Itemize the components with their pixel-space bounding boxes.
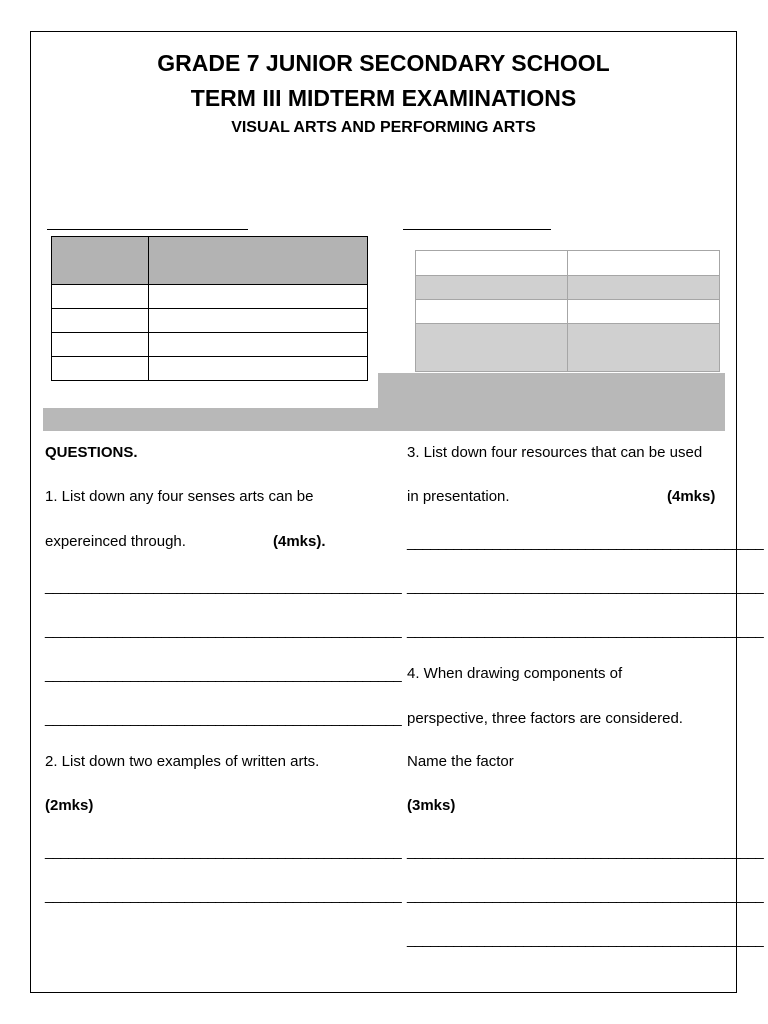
answer-line[interactable]: ______________________________________________	[407, 622, 764, 639]
table-cell[interactable]	[148, 309, 367, 333]
table-cell[interactable]	[567, 300, 720, 324]
question-1-text: expereinced through.	[45, 533, 186, 550]
exam-title: TERM III MIDTERM EXAMINATIONS	[190, 85, 577, 111]
table-cell[interactable]	[416, 300, 568, 324]
answer-line[interactable]: ______________________________________________	[407, 887, 764, 904]
table-cell[interactable]	[416, 324, 568, 372]
table-cell[interactable]	[416, 251, 568, 276]
table-cell[interactable]	[567, 276, 720, 300]
question-4-marks: (3mks)	[407, 797, 456, 814]
question-3-marks: (4mks)	[667, 488, 716, 505]
marks-table	[415, 250, 720, 372]
name-blank-line[interactable]	[47, 229, 248, 230]
answer-line[interactable]: ______________________________________________	[45, 578, 402, 595]
table-cell[interactable]	[148, 237, 367, 285]
table-cell[interactable]	[52, 333, 149, 357]
answer-line[interactable]: ______________________________________________	[45, 622, 402, 639]
questions-heading: QUESTIONS.	[45, 444, 138, 461]
answer-line[interactable]: ______________________________________________	[407, 843, 764, 860]
date-blank-line[interactable]	[403, 229, 551, 230]
table-cell[interactable]	[52, 237, 149, 285]
answer-line[interactable]: ______________________________________________	[407, 931, 764, 948]
table-cell[interactable]	[416, 276, 568, 300]
answer-line[interactable]: ______________________________________________	[407, 578, 764, 595]
question-1-text: 1. List down any four senses arts can be	[45, 488, 314, 505]
answer-line[interactable]: ______________________________________________	[45, 710, 402, 727]
table-cell[interactable]	[52, 309, 149, 333]
student-details-table	[51, 236, 368, 381]
answer-line[interactable]: ______________________________________________	[45, 843, 402, 860]
question-2-marks: (2mks)	[45, 797, 94, 814]
answer-line[interactable]: ______________________________________________	[45, 666, 402, 683]
subject-title: VISUAL ARTS AND PERFORMING ARTS	[231, 119, 536, 136]
table-cell[interactable]	[148, 285, 367, 309]
question-4-text: Name the factor	[407, 753, 514, 770]
table-cell[interactable]	[148, 333, 367, 357]
question-4-text: 4. When drawing components of	[407, 665, 623, 682]
table-cell[interactable]	[52, 285, 149, 309]
table-cell[interactable]	[148, 357, 367, 381]
school-title: GRADE 7 JUNIOR SECONDARY SCHOOL	[157, 50, 610, 76]
question-3-text: in presentation.	[407, 488, 510, 505]
question-2-text: 2. List down two examples of written arts.	[45, 753, 320, 770]
answer-line[interactable]: ______________________________________________	[45, 887, 402, 904]
answer-line[interactable]: ______________________________________________	[407, 534, 764, 551]
table-cell[interactable]	[567, 251, 720, 276]
question-1-marks: (4mks).	[273, 533, 326, 550]
section-divider-band	[378, 373, 725, 409]
section-divider-band	[43, 408, 725, 431]
question-3-text: 3. List down four resources that can be used	[407, 444, 703, 461]
question-4-text: perspective, three factors are considered.	[407, 710, 683, 727]
table-cell[interactable]	[52, 357, 149, 381]
table-cell[interactable]	[567, 324, 720, 372]
